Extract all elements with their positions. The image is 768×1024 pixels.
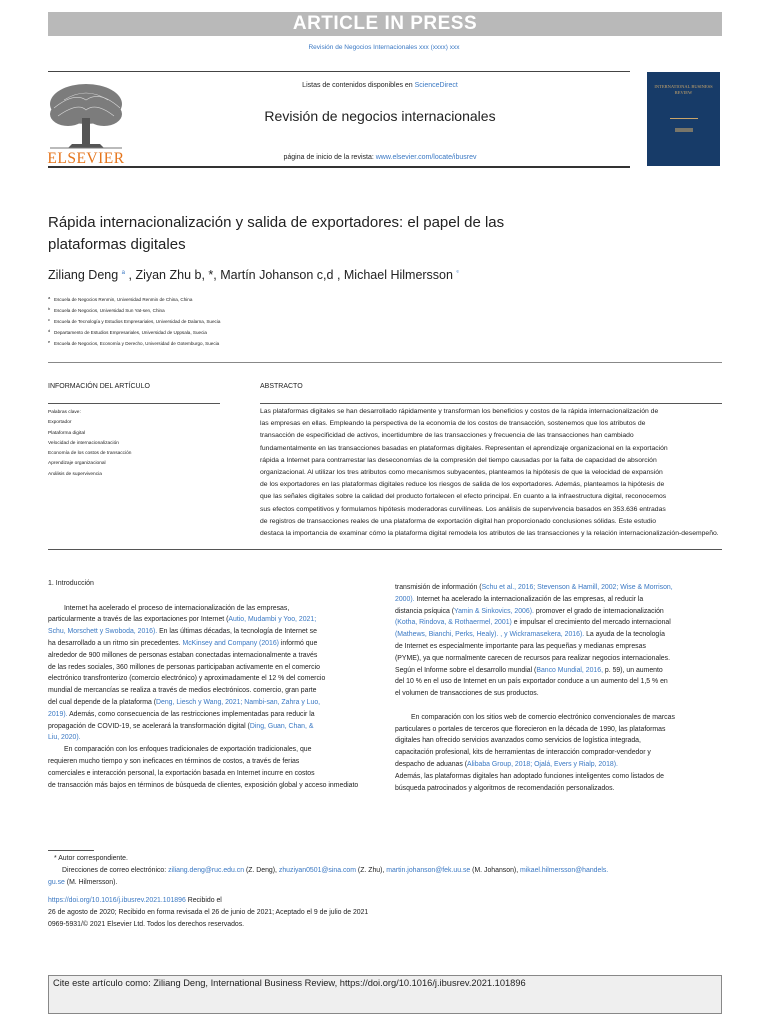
body-text: particularmente a través de las exportaciones por Internet (	[48, 616, 229, 624]
body-text: Además, como consecuencia de las restricciones implementadas para reducir la	[67, 710, 315, 718]
doi-link[interactable]: https://doi.org/10.1016/j.ibusrev.2021.101896	[48, 896, 186, 904]
email-link[interactable]: gu.se	[48, 879, 65, 887]
body-text: comerciales e interacción personal, la exportación basada en Internet incurre en costos	[48, 769, 315, 777]
homepage-text: página de inicio de la revista:	[283, 154, 376, 161]
author-name[interactable]: , Ziyan Zhu b, *, Martín Johanson c,d	[128, 268, 334, 282]
body-divider	[48, 549, 722, 550]
body-text: de transacción más bajos en términos de búsqueda de clientes, exposición global y acceso inmediato	[48, 781, 359, 789]
article-title-line: plataformas digitales	[48, 236, 186, 253]
abstract-heading: ABSTRACTO	[260, 383, 303, 390]
footnotes	[48, 853, 688, 931]
citation-link[interactable]: 2000).	[395, 595, 415, 603]
body-text: búsqueda patrocinados y algoritmos de recomendación personalizados.	[395, 784, 615, 792]
abstract-line: destaca la importancia de examinar cómo la plataforma digital remodela los atributos de las transacciones y la relación internacionalización-desempeño.	[260, 530, 719, 538]
email-owner: (M. Hilmersson).	[64, 879, 118, 887]
abstract-rule	[260, 403, 722, 404]
citation-link[interactable]: Deng, Liesch y Wang, 2021; Nambi-san, Zahra y Luo,	[156, 698, 321, 706]
body-text: La ayuda de la tecnología	[584, 631, 666, 639]
body-text: ha desarrollado a un ritmo sin precedentes.	[48, 639, 183, 647]
body-text: del 10 % en el uso de Internet en un país exportador conduce a un aumento del 1,5 % en	[395, 678, 668, 686]
affiliation-text: Escuela de Negocios, Economía y Derecho, Universidad de Gotemburgo, Suecia	[54, 341, 220, 346]
citation-link[interactable]: McKinsey and Company (2016)	[182, 639, 279, 647]
keyword-item: Aprendizaje organizacional	[48, 461, 106, 467]
article-title-line: Rápida internacionalización y salida de exportadores: el papel de las	[48, 214, 505, 231]
body-line	[395, 759, 725, 771]
body-line	[48, 626, 368, 638]
body-text: e impulsar el crecimiento del mercado internacional	[511, 619, 671, 627]
keywords-label: Palabras clave:	[48, 410, 81, 415]
body-line	[395, 606, 725, 618]
keyword-item: Análisis de supervivencia	[48, 471, 102, 477]
citation-link[interactable]: (Kotha, Rindova, & Rothaermel, 2001)	[395, 619, 512, 627]
body-line	[48, 603, 368, 615]
header-rule-top	[48, 71, 630, 72]
abstract-line: fundamentalmente en las transacciones basadas en plataformas digitales. Representan el aprendizaje organizacional en la exportación	[260, 444, 668, 452]
body-line	[48, 650, 368, 662]
email-link[interactable]: zhuziyan0501@sina.com	[278, 867, 356, 875]
contents-text: Listas de contenidos disponibles en	[302, 82, 415, 89]
body-line	[395, 653, 725, 665]
body-line	[395, 747, 725, 759]
keyword-item: Plataforma digital	[48, 430, 86, 436]
corresponding-author-note: * Autor correspondiente.	[54, 855, 128, 862]
body-text: particulares o portales de terceros que florecieron en la década de 1990, las plataformas	[395, 725, 666, 733]
section-divider	[48, 362, 722, 363]
email-label: Direcciones de correo electrónico:	[62, 867, 169, 875]
abstract-line: de registros de transacciones reales de una plataforma de exportación digital han proporcionado conclusiones sólidas. Este estudio	[260, 517, 656, 525]
body-text: requieren mucho tiempo y son ineficaces en términos de costos, a través de ferias	[48, 757, 300, 765]
affiliation-item	[48, 308, 548, 319]
body-text: Internet ha acelerado la internacionalización de las empresas, al reducir la	[414, 595, 644, 603]
body-text: Además, las plataformas digitales han adoptado funciones inteligentes como listados de	[395, 772, 664, 780]
body-line	[48, 697, 368, 709]
body-line	[48, 721, 368, 733]
body-text: En las últimas décadas, la tecnología de Internet se	[157, 628, 317, 636]
email-line	[48, 865, 688, 877]
author-affiliation-marker[interactable]: a	[121, 269, 126, 276]
body-text: transmisión de información (	[395, 584, 482, 591]
author-affiliation-marker[interactable]: ᵉ	[456, 269, 459, 276]
sciencedirect-link[interactable]: ScienceDirect	[414, 82, 458, 89]
body-line	[48, 685, 368, 697]
body-text: En comparación con los enfoques tradicionales de exportación tradicionales, que	[64, 746, 312, 754]
email-link[interactable]: ziliang.deng@ruc.edu.cn	[168, 867, 245, 875]
history-dates: 26 de agosto de 2020; Recibido en forma revisada el 26 de junio de 2021; Aceptado el 9 de julio de 2021	[48, 908, 369, 916]
citation-link[interactable]: Yamin & Sinkovics, 2006).	[453, 607, 534, 615]
body-line	[395, 617, 725, 629]
email-owner: (Z. Zhu),	[355, 867, 387, 875]
keyword-list	[48, 408, 131, 480]
body-column-left	[48, 579, 368, 791]
citation-link[interactable]: Alibaba Group, 2018; Ojalá, Evers y Rialp, 2018).	[467, 760, 618, 768]
body-line	[48, 768, 368, 780]
publisher-logo-wordmark: ELSEVIER	[47, 150, 125, 167]
body-line	[395, 700, 725, 712]
citation-text: Cite este artículo como: Ziliang Deng, International Business Review, https://doi.org/10.1016/j.ibusrev.2021.101896	[53, 978, 526, 988]
copyright-line: 0969-5931/© 2021 Elsevier Ltd. Todos los derechos reservados.	[48, 921, 245, 929]
body-line	[48, 709, 368, 721]
body-text: informó que	[278, 639, 318, 647]
abstract-line: que las señales digitales sobre la calidad del producto fortalecen el efecto principal. En cuanto a la infraestructura digital, reconocemos	[260, 493, 667, 501]
citation-link[interactable]: Liu, 2020).	[48, 734, 81, 742]
abstract-text	[260, 406, 722, 540]
body-text: Internet ha acelerado el proceso de internacionalización de las empresas,	[64, 604, 290, 612]
citation-link[interactable]: (Mathews, Bianchi, Perks, Healy). , y Wickramasekera, 2016).	[395, 631, 585, 639]
email-link[interactable]: martin.johanson@fek.uu.se	[386, 867, 471, 875]
cover-divider	[670, 118, 698, 119]
body-line	[395, 712, 725, 724]
body-text: digitales han ofrecido servicios avanzados como servicios de logística integrada,	[395, 737, 641, 745]
body-text: p. 59), un aumento	[603, 666, 663, 674]
keyword-item: Economía de los costos de transacción	[48, 451, 132, 457]
body-text: del cual depende de la plataforma (	[48, 698, 157, 706]
email-link[interactable]: mikael.hilmersson@handels.	[520, 867, 609, 875]
author-name[interactable]: , Michael Hilmersson	[336, 268, 453, 282]
abstract-line: sus efectos competitivos y formulamos hipótesis moderadoras curvilíneas. Los análisis de supervivencia basados en 353.636 entradas	[260, 505, 666, 513]
body-line	[395, 783, 725, 795]
affiliation-list	[48, 297, 548, 352]
article-info-heading: INFORMACIÓN DEL ARTÍCULO	[48, 383, 150, 390]
abstract-line: organizacional. Al utilizar los tres atributos como mecanismos subyacentes, planteamos la hipótesis de que la velocidad de expansión	[260, 469, 663, 477]
body-line	[395, 735, 725, 747]
body-line	[48, 591, 368, 603]
cover-emblem-icon	[675, 128, 693, 132]
affiliation-label: c	[48, 317, 50, 322]
body-text: alrededor de 900 millones de personas estaban conectadas internacionalmente a través	[48, 651, 318, 659]
citation-link[interactable]: Ding, Guan, Chan, &	[249, 722, 314, 730]
email-line-continued	[48, 877, 688, 889]
body-line	[48, 756, 368, 768]
affiliation-item	[48, 330, 548, 341]
email-owner: (Z. Deng),	[244, 867, 279, 875]
body-line	[48, 662, 368, 674]
abstract-line: transacción de especificidad de activos, incertidumbre de las transacciones y frecuencia de las transacciones han cambiado	[260, 432, 634, 440]
affiliation-label: d	[48, 328, 51, 333]
body-text: propagación de COVID-19, se acelerará la transformación digital (	[48, 722, 250, 730]
abstract-line: Las plataformas digitales se han desarrollado rápidamente y transforman los beneficios y costos de la rápida internacionalización de	[260, 408, 659, 415]
body-line	[48, 744, 368, 756]
cover-title: INTERNATIONAL BUSINESS REVIEW	[654, 84, 713, 95]
body-line	[395, 594, 725, 606]
body-text: electrónico transfronterizo (comercio electrónico) y aproximadamente el 12 % del comercio	[48, 675, 326, 683]
body-text: de Internet es especialmente importante para las pequeñas y medianas empresas	[395, 642, 646, 650]
body-text: capacitación profesional, kits de herramientas de interacción comprador-vendedor y	[395, 749, 651, 757]
body-line	[395, 641, 725, 653]
body-line	[395, 724, 725, 736]
article-in-press-banner: ARTICLE IN PRESS	[48, 12, 722, 36]
body-text: (PYME), ya que normalmente carecen de recursos para realizar negocios internacionales.	[395, 654, 670, 662]
body-text: mundial de mercancías se realiza a través de medios electrónicos. comercio, gran parte	[48, 687, 317, 695]
body-line	[395, 665, 725, 677]
body-line	[48, 673, 368, 685]
body-line	[395, 629, 725, 641]
affiliation-item	[48, 319, 548, 330]
received-label: Recibido el	[185, 896, 222, 904]
abstract-line: rápida a Internet para contrarrestar las deseconomías de la compresión del tiempo causadas por la falta de capacidad de absorción	[260, 456, 657, 464]
keyword-item: Velocidad de internacionalización	[48, 440, 119, 446]
abstract-line: las empresas en ellas. Empleando la perspectiva de la economía de los costos de transacción, sostenemos que los atributos de	[260, 420, 646, 428]
footnote-rule	[48, 850, 94, 851]
body-text: Según el Informe sobre el desarrollo mundial (	[395, 666, 537, 674]
article-title	[48, 212, 608, 256]
body-text: de las redes sociales, 360 millones de personas participaban activamente en el comercio	[48, 663, 320, 671]
body-text: despacho de aduanas (	[395, 760, 468, 768]
affiliation-text: Departamento de Estudios Empresariales, Universidad de Uppsala, Suecia	[54, 330, 207, 335]
citation-link[interactable]: Banco Mundial, 2016,	[536, 666, 603, 674]
journal-cover-thumbnail[interactable]	[647, 72, 720, 166]
contents-availability	[130, 82, 630, 89]
body-line	[395, 582, 725, 594]
abstract-line: de los exportadores en las plataformas digitales reduce los riesgos de salida de los exportadores. Además, planteamos la hipótesis de	[260, 481, 665, 489]
citation-link[interactable]: Schu, Morschett y Swoboda, 2016).	[48, 628, 158, 636]
affiliation-text: Escuela de Negocios, Universidad Sun Yat-sen, China	[54, 308, 165, 313]
affiliation-text: Escuela de Negocios Renmin, Universidad Renmin de China, China	[54, 297, 193, 302]
body-line	[395, 676, 725, 688]
author-name[interactable]: Ziliang Deng	[48, 268, 119, 282]
email-owner: (M. Johanson),	[470, 867, 521, 875]
body-line	[48, 732, 368, 744]
journal-reference[interactable]: Revisión de Negocios Internacionales xxx (xxxx) xxx	[308, 44, 460, 51]
citation-link[interactable]: Schu et al., 2016; Stevenson & Hamill, 2002; Wise & Morrison,	[481, 584, 673, 591]
section-heading: 1. Introducción	[48, 580, 94, 587]
citation-link[interactable]: Autio, Mudambi y Yoo, 2021;	[228, 616, 317, 624]
body-text: el volumen de transacciones de sus productos.	[395, 690, 539, 698]
journal-title: Revisión de negocios internacionales	[264, 108, 496, 124]
citation-link[interactable]: 2019).	[48, 710, 68, 718]
homepage-link[interactable]: www.elsevier.com/locate/ibusrev	[375, 154, 477, 161]
affiliation-item	[48, 297, 548, 308]
body-line	[48, 638, 368, 650]
body-text: En comparación con los sitios web de comercio electrónico convencionales de marcas	[411, 713, 675, 721]
body-line	[395, 688, 725, 700]
affiliation-label: b	[48, 306, 51, 311]
body-text: promover el grado de internacionalización	[533, 607, 664, 615]
affiliation-label: e	[48, 339, 51, 344]
article-info-rule	[48, 403, 220, 404]
header-rule-bottom	[48, 166, 630, 168]
doi-line	[48, 895, 688, 907]
keyword-item: Exportador	[48, 420, 72, 426]
body-line	[48, 579, 368, 591]
journal-homepage	[130, 154, 630, 161]
body-column-right	[395, 582, 725, 794]
affiliation-label: a	[48, 295, 51, 300]
body-line	[395, 771, 725, 783]
body-line	[48, 614, 368, 626]
affiliation-item	[48, 341, 548, 352]
author-list	[48, 268, 459, 282]
body-line	[48, 780, 368, 792]
affiliation-text: Escuela de Tecnología y Estudios Empresariales, Universidad de Dalarna, Suecia	[54, 319, 221, 324]
body-text: distancia psíquica (	[395, 607, 454, 615]
